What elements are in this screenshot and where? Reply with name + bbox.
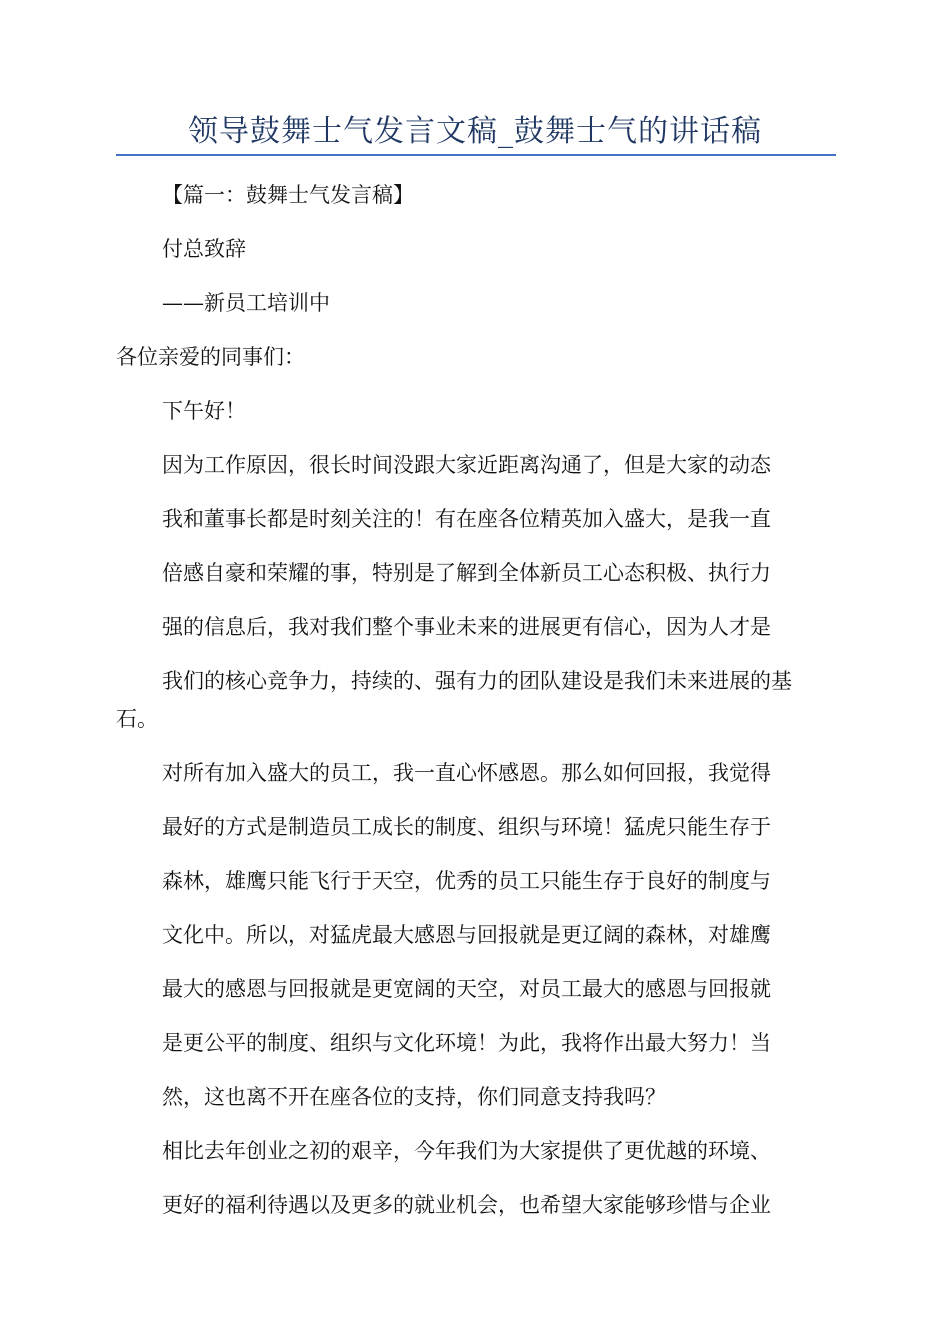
paragraph-line: 我和董事长都是时刻关注的！有在座各位精英加入盛大，是我一直 bbox=[162, 507, 771, 531]
salutation-line: 各位亲爱的同事们： bbox=[116, 345, 305, 369]
greeting-line: 下午好！ bbox=[162, 399, 246, 423]
paragraph-line: 文化中。所以，对猛虎最大感恩与回报就是更辽阔的森林，对雄鹰 bbox=[162, 923, 771, 947]
paragraph-line: 因为工作原因，很长时间没跟大家近距离沟通了，但是大家的动态 bbox=[162, 453, 771, 477]
paragraph-line: 是更公平的制度、组织与文化环境！为此，我将作出最大努力！当 bbox=[162, 1031, 771, 1055]
occasion-line: ——新员工培训中 bbox=[162, 291, 330, 315]
document-title: 领导鼓舞士气发言文稿_鼓舞士气的讲话稿 bbox=[188, 114, 762, 149]
section-heading: 【篇一：鼓舞士气发言稿】 bbox=[162, 183, 414, 207]
speaker-line: 付总致辞 bbox=[162, 237, 246, 261]
paragraph-line: 最大的感恩与回报就是更宽阔的天空，对员工最大的感恩与回报就 bbox=[162, 977, 771, 1001]
paragraph-line: 更好的福利待遇以及更多的就业机会，也希望大家能够珍惜与企业 bbox=[162, 1193, 771, 1217]
paragraph-line: 我们的核心竞争力，持续的、强有力的团队建设是我们未来进展的基 bbox=[162, 669, 792, 693]
paragraph-line: 石。 bbox=[116, 707, 158, 731]
paragraph-line: 最好的方式是制造员工成长的制度、组织与环境！猛虎只能生存于 bbox=[162, 815, 771, 839]
paragraph-line: 相比去年创业之初的艰辛，今年我们为大家提供了更优越的环境、 bbox=[162, 1139, 771, 1163]
paragraph-line: 森林，雄鹰只能飞行于天空，优秀的员工只能生存于良好的制度与 bbox=[162, 869, 771, 893]
paragraph-line: 倍感自豪和荣耀的事，特别是了解到全体新员工心态积极、执行力 bbox=[162, 561, 771, 585]
paragraph-line: 对所有加入盛大的员工，我一直心怀感恩。那么如何回报，我觉得 bbox=[162, 761, 771, 785]
paragraph-line: 强的信息后，我对我们整个事业未来的进展更有信心，因为人才是 bbox=[162, 615, 771, 639]
title-underline bbox=[116, 154, 836, 156]
paragraph-line: 然，这也离不开在座各位的支持，你们同意支持我吗？ bbox=[162, 1085, 666, 1109]
